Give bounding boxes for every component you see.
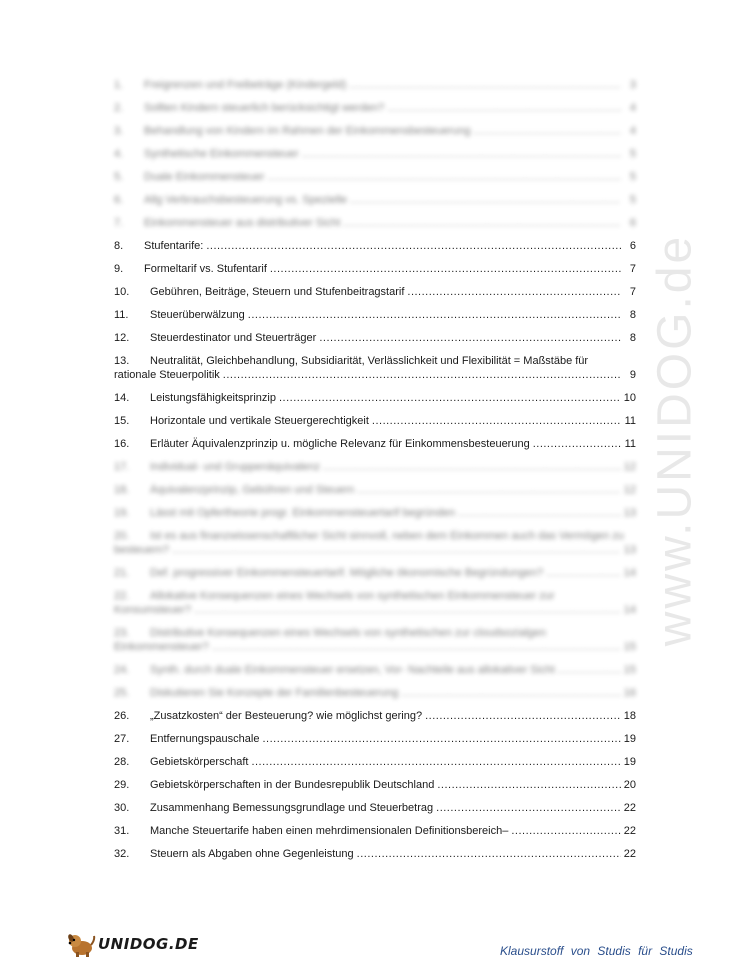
toc-entry-title: Manche Steuertarife haben einen mehrdimensionalen Definitionsbereich– — [150, 825, 509, 837]
watermark-text: www.UNIDOG.de — [648, 233, 702, 647]
toc-entry-title: Allg Verbrauchsbesteuerung vs. Spezielle — [144, 194, 348, 206]
toc-entry-page: 14 — [623, 567, 636, 579]
toc-entry-number: 5. — [114, 171, 124, 183]
unidog-logo — [66, 930, 199, 958]
toc-entry-title: Steuerdestinator und Steuerträger — [150, 332, 317, 344]
toc-entry-number: 32. — [114, 848, 130, 860]
toc-leader-dots — [357, 847, 621, 861]
toc-entry-title: Erläuter Äquivalenzprinzip u. mögliche Relevanz für Einkommensbesteuerung — [150, 438, 530, 450]
toc-entry-title: Distributive Konsequenzen eines Wechsels von synthetischen zur cloudsozialgen — [150, 627, 547, 639]
toc-entry[interactable] — [114, 216, 636, 230]
toc-entry-number: 28. — [114, 756, 130, 768]
toc-entry[interactable] — [114, 460, 636, 474]
toc-entry-page: 12 — [623, 484, 636, 496]
toc-entry-number: 12. — [114, 332, 130, 344]
toc-entry[interactable] — [114, 308, 636, 322]
toc-entry-number: 25. — [114, 687, 130, 699]
toc-entry[interactable] — [114, 262, 636, 276]
toc-entry-title: Neutralität, Gleichbehandlung, Subsidiarität, Verlässlichkeit und Flexibilität = Maßstäbe für — [150, 355, 589, 367]
toc-leader-dots — [262, 732, 620, 746]
toc-entry[interactable] — [114, 847, 636, 861]
toc-leader-dots — [302, 147, 621, 161]
toc-leader-dots — [323, 460, 621, 474]
toc-entry-title: Steuern als Abgaben ohne Gegenleistung — [150, 848, 354, 860]
toc-entry-title: Synthetische Einkommensteuer — [144, 148, 299, 160]
toc-entry[interactable] — [114, 663, 636, 677]
toc-entry-title: Allokative Konsequenzen eines Wechsels von synthetischen Einkommensteuer zur — [150, 590, 555, 602]
toc-leader-dots — [401, 686, 620, 700]
toc-entry-title: Behandlung von Kindern im Rahmen der Einkommensbesteuerung — [144, 125, 471, 137]
toc-entry-title: Duale Einkommensteuer — [144, 171, 265, 183]
logo-text: UNIDOG.DE — [98, 935, 199, 953]
toc-entry[interactable] — [114, 193, 636, 207]
toc-entry-page: 9 — [629, 369, 636, 381]
toc-entry-title-continued: Konsumsteuer? — [114, 604, 192, 616]
toc-leader-dots — [546, 566, 621, 580]
toc-entry-title: Gebühren, Beiträge, Steuern und Stufenbeitragstarif — [150, 286, 405, 298]
toc-entry[interactable] — [114, 824, 636, 838]
toc-leader-dots — [212, 640, 621, 654]
toc-entry-number: 1. — [114, 79, 124, 91]
toc-entry-page: 22 — [623, 802, 636, 814]
toc-entry[interactable] — [114, 755, 636, 769]
toc-entry-number: 11. — [114, 309, 129, 321]
toc-entry-number: 4. — [114, 148, 124, 160]
toc-entry-title: Formeltarif vs. Stufentarif — [144, 263, 267, 275]
toc-entry-number: 30. — [114, 802, 130, 814]
toc-entry[interactable] — [114, 589, 636, 617]
toc-entry-title-continued: rationale Steuerpolitik — [114, 369, 220, 381]
toc-entry-number: 20. — [114, 530, 130, 542]
toc-entry-page: 6 — [629, 240, 636, 252]
toc-entry-title: Stufentarife: — [144, 240, 204, 252]
toc-entry[interactable] — [114, 483, 636, 497]
toc-entry-number: 19. — [114, 507, 130, 519]
toc-entry-title: Sollten Kindern steuerlich berücksichtigt werden? — [144, 102, 385, 114]
toc-entry-page: 14 — [623, 604, 636, 616]
toc-entry-page: 15 — [623, 641, 636, 653]
toc-leader-dots — [270, 262, 621, 276]
toc-entry-title: Horizontale und vertikale Steuergerechtigkeit — [150, 415, 369, 427]
toc-leader-dots — [511, 824, 620, 838]
toc-entry[interactable] — [114, 285, 636, 299]
toc-leader-dots — [458, 506, 621, 520]
toc-entry-number: 21. — [114, 567, 130, 579]
toc-entry-title: Einkommensteuer aus distributiver Sicht — [144, 217, 341, 229]
toc-entry-page: 13 — [623, 507, 636, 519]
toc-entry-page: 5 — [629, 148, 636, 160]
watermark — [648, 180, 702, 700]
toc-leader-dots — [267, 170, 621, 184]
toc-entry-page: 5 — [629, 194, 636, 206]
toc-entry-title-continued: besteuern? — [114, 544, 170, 556]
toc-entry-page: 5 — [629, 171, 636, 183]
toc-entry[interactable] — [114, 529, 636, 557]
toc-entry-title: Entfernungspauschale — [150, 733, 260, 745]
toc-entry-title: Steuerüberwälzung — [150, 309, 245, 321]
toc-leader-dots — [387, 101, 621, 115]
toc-leader-dots — [350, 193, 621, 207]
toc-entry-title: Gebietskörperschaft — [150, 756, 249, 768]
toc-entry[interactable] — [114, 566, 636, 580]
toc-entry-number: 9. — [114, 263, 124, 275]
toc-entry-number: 31. — [114, 825, 130, 837]
toc-entry[interactable] — [114, 686, 636, 700]
toc-entry[interactable] — [114, 78, 636, 92]
toc-entry-number: 16. — [114, 438, 130, 450]
toc-entry[interactable] — [114, 147, 636, 161]
toc-entry[interactable] — [114, 124, 636, 138]
toc-entry-number: 6. — [114, 194, 124, 206]
toc-entry-number: 23. — [114, 627, 130, 639]
toc-leader-dots — [437, 778, 620, 792]
toc-leader-dots — [425, 709, 621, 723]
toc-leader-dots — [533, 437, 621, 451]
table-of-contents — [114, 78, 636, 870]
toc-leader-dots — [206, 239, 621, 253]
toc-leader-dots — [349, 78, 621, 92]
toc-entry-title: Individual- und Gruppenäquivalenz — [150, 461, 321, 473]
toc-leader-dots — [372, 414, 621, 428]
toc-entry-page: 6 — [629, 217, 636, 229]
toc-entry[interactable] — [114, 732, 636, 746]
toc-entry[interactable] — [114, 354, 636, 382]
toc-leader-dots — [319, 331, 621, 345]
toc-entry-title: Leistungsfähigkeitsprinzip — [150, 392, 276, 404]
toc-entry-title: Äquivalenzprinzip, Gebühren und Steuern — [150, 484, 355, 496]
toc-entry-number: 3. — [114, 125, 124, 137]
toc-entry[interactable] — [114, 801, 636, 815]
toc-entry-page: 7 — [629, 263, 636, 275]
toc-entry-number: 2. — [114, 102, 124, 114]
toc-entry[interactable] — [114, 778, 636, 792]
toc-leader-dots — [407, 285, 621, 299]
toc-entry-page: 19 — [623, 733, 636, 745]
toc-entry-page: 7 — [629, 286, 636, 298]
toc-entry-page: 22 — [623, 848, 636, 860]
toc-entry-page: 22 — [623, 825, 636, 837]
toc-entry-title: „Zusatzkosten“ der Besteuerung? wie möglichst gering? — [150, 710, 423, 722]
toc-entry-title: Lässt mit Opfertheorie progr. Einkommensteuertarif begründen — [150, 507, 456, 519]
toc-entry-number: 10. — [114, 286, 130, 298]
toc-entry-page: 18 — [623, 710, 636, 722]
toc-leader-dots — [172, 543, 621, 557]
toc-entry-page: 3 — [629, 79, 636, 91]
toc-entry-page: 11 — [624, 415, 636, 427]
toc-entry-title: Synth. durch duale Einkommensteuer ersetzen, Vor- Nachteile aus allokativer Sicht — [150, 664, 555, 676]
toc-leader-dots — [436, 801, 621, 815]
toc-entry[interactable] — [114, 170, 636, 184]
toc-entry-number: 15. — [114, 415, 130, 427]
toc-entry-page: 12 — [623, 461, 636, 473]
toc-leader-dots — [194, 603, 621, 617]
toc-entry-title: Zusammenhang Bemessungsgrundlage und Steuerbetrag — [150, 802, 434, 814]
toc-entry-number: 22. — [114, 590, 130, 602]
toc-entry-page: 16 — [623, 687, 636, 699]
toc-entry-page: 20 — [623, 779, 636, 791]
toc-entry-number: 27. — [114, 733, 130, 745]
toc-entry-title: Ist es aus finanzwissenschaftlicher Sicht sinnvoll, neben dem Einkommen auch das Vermögen zu — [150, 530, 624, 542]
toc-entry[interactable] — [114, 331, 636, 345]
toc-entry-page: 11 — [624, 438, 636, 450]
toc-entry[interactable] — [114, 506, 636, 520]
toc-entry-title: Def. progressiver Einkommensteuertarif. Mögliche ökonomische Begründungen? — [150, 567, 544, 579]
toc-leader-dots — [251, 755, 620, 769]
toc-leader-dots — [223, 368, 621, 382]
toc-entry[interactable] — [114, 391, 636, 405]
toc-leader-dots — [343, 216, 621, 230]
toc-entry[interactable] — [114, 101, 636, 115]
toc-entry-page: 13 — [623, 544, 636, 556]
toc-entry[interactable] — [114, 239, 636, 253]
toc-entry-page: 8 — [629, 332, 636, 344]
toc-entry-title: Gebietskörperschaften in der Bundesrepublik Deutschland — [150, 779, 435, 791]
toc-entry[interactable] — [114, 709, 636, 723]
toc-entry-page: 4 — [629, 125, 636, 137]
toc-leader-dots — [279, 391, 621, 405]
tagline: Klausurstoff von Studis für Studis — [500, 944, 693, 958]
dog-mascot-icon — [66, 930, 96, 958]
toc-leader-dots — [248, 308, 621, 322]
toc-entry-title: Freigrenzen und Freibeträge (Kindergeld) — [144, 79, 347, 91]
toc-entry[interactable] — [114, 626, 636, 654]
toc-entry[interactable] — [114, 414, 636, 428]
toc-entry-title-continued: Einkommensteuer? — [114, 641, 209, 653]
toc-entry-page: 19 — [623, 756, 636, 768]
toc-entry-number: 13. — [114, 355, 130, 367]
toc-entry-number: 17. — [114, 461, 130, 473]
toc-leader-dots — [558, 663, 621, 677]
toc-entry-number: 24. — [114, 664, 130, 676]
toc-leader-dots — [357, 483, 621, 497]
toc-entry-number: 18. — [114, 484, 130, 496]
toc-entry[interactable] — [114, 437, 636, 451]
toc-entry-number: 29. — [114, 779, 130, 791]
toc-entry-page: 10 — [623, 392, 636, 404]
toc-entry-number: 26. — [114, 710, 130, 722]
toc-entry-title: Diskutieren Sie Konzepte der Familienbesteuerung — [150, 687, 399, 699]
toc-entry-number: 7. — [114, 217, 124, 229]
toc-entry-page: 4 — [629, 102, 636, 114]
toc-entry-number: 14. — [114, 392, 130, 404]
toc-entry-page: 8 — [629, 309, 636, 321]
toc-entry-number: 8. — [114, 240, 124, 252]
toc-leader-dots — [474, 124, 621, 138]
toc-entry-page: 15 — [623, 664, 636, 676]
